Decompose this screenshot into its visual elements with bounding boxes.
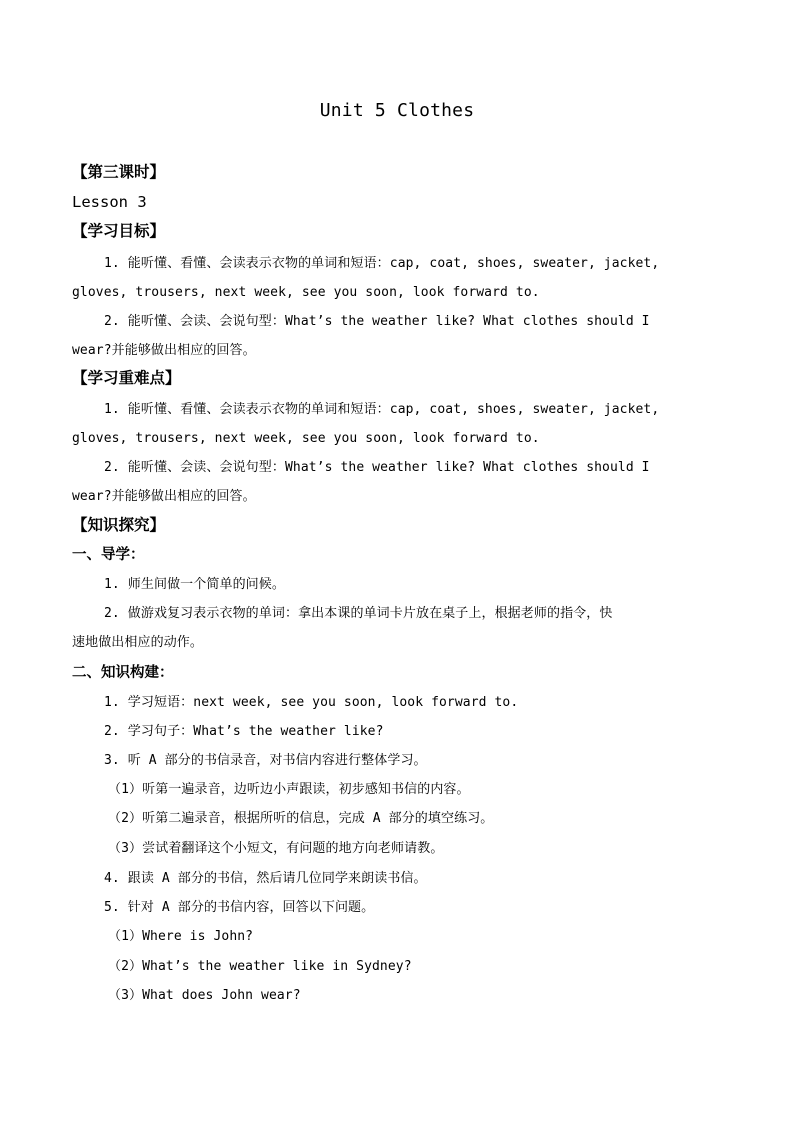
key-point-2-line-1: 2. 能听懂、会读、会说句型：What’s the weather like? What clothes should I	[104, 460, 650, 475]
section-2-item-3: 3. 听 A 部分的书信录音，对书信内容进行整体学习。	[104, 753, 427, 768]
key-points-heading: 【学习重难点】	[72, 369, 181, 387]
section-2-item-4: 4. 跟读 A 部分的书信，然后请几位同学来朗读书信。	[104, 871, 427, 886]
question-1: （1）Where is John?	[108, 929, 254, 944]
question-3: （3）What does John wear?	[108, 988, 301, 1003]
section-2-sub-3: （3）尝试着翻译这个小短文，有问题的地方向老师请教。	[108, 841, 444, 856]
objective-2-line-1: 2. 能听懂、会读、会说句型：What’s the weather like? What clothes should I	[104, 314, 650, 329]
key-point-1-line-2: gloves, trousers, next week, see you soon, look forward to.	[72, 431, 540, 446]
section-2-sub-1: （1）听第一遍录音，边听边小声跟读，初步感知书信的内容。	[108, 782, 470, 797]
key-point-1-line-1: 1. 能听懂、看懂、会读表示衣物的单词和短语：cap, coat, shoes, sweater, jacket,	[104, 402, 660, 417]
objective-1-line-1: 1. 能听懂、看懂、会读表示衣物的单词和短语：cap, coat, shoes, sweater, jacket,	[104, 256, 660, 271]
section-1-item-2-line-2: 速地做出相应的动作。	[72, 635, 204, 650]
exploration-heading: 【知识探究】	[72, 516, 166, 534]
objectives-heading: 【学习目标】	[72, 222, 166, 240]
document-title: Unit 5 Clothes	[319, 100, 475, 121]
section-2-sub-2: （2）听第二遍录音，根据所听的信息，完成 A 部分的填空练习。	[108, 811, 494, 826]
section-2-item-1: 1. 学习短语：next week, see you soon, look forward to.	[104, 695, 519, 710]
lesson-label: Lesson 3	[72, 193, 147, 211]
key-point-2-line-2: wear?并能够做出相应的回答。	[72, 489, 256, 504]
objective-2-line-2: wear?并能够做出相应的回答。	[72, 343, 256, 358]
section-2-item-5: 5. 针对 A 部分的书信内容，回答以下问题。	[104, 900, 375, 915]
section-1-item-2-line-1: 2. 做游戏复习表示衣物的单词：拿出本课的单词卡片放在桌子上，根据老师的指令，快	[104, 606, 613, 621]
objective-1-line-2: gloves, trousers, next week, see you soon, look forward to.	[72, 285, 540, 300]
section-2-heading: 二、知识构建：	[72, 665, 174, 681]
section-1-item-1: 1. 师生间做一个简单的问候。	[104, 577, 285, 592]
section-2-item-2: 2. 学习句子：What’s the weather like?	[104, 724, 384, 739]
period-heading: 【第三课时】	[72, 163, 166, 181]
question-2: （2）What’s the weather like in Sydney?	[108, 959, 412, 974]
section-1-heading: 一、导学：	[72, 547, 145, 563]
